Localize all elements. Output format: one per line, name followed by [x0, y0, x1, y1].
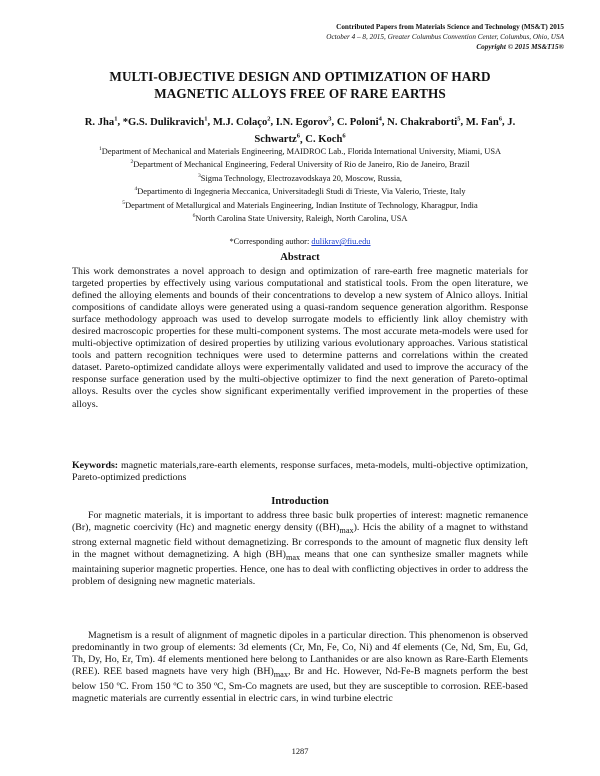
- author: *G.S. Dulikravich$^1$: [122, 115, 208, 128]
- corresponding-email-link[interactable]: dulikrav@fiu.edu: [311, 237, 371, 246]
- abstract-heading: Abstract: [280, 252, 320, 263]
- copyright-notice: Copyright © 2015 MS&T15®: [476, 43, 564, 51]
- abstract-body: This work demonstrates a novel approach to design and optimization of rare-earth free magnetic materials for targeted properties by effectively using various computational and statistical tools. From the open literature, we defined the alloying elements and bounds of their concentrations to develop a new system of Alnico alloys. Initial compositions of candidate alloys were generated using a quasi-random sequence generation algorithm. Response surface methodology approach was used to develop surrogate models to efficiently link alloy chemistry with desired macroscopic properties for these multi-component systems. The most accurate meta-models were used for multi-objective optimization of desired properties by utilizing various evolutionary approaches. Various statistical tools and pattern recognition techniques were used to determine patterns and correlations within the created dataset. Pareto-optimized candidate alloys were experimentally validated and used to improve the accuracy of the response surface generation used by the multi-objective optimizer to find the next generation of Pareto-optimal alloys. Results over the cycles show significant experimentally verified improvement in the properties of these alloys.: [72, 266, 528, 410]
- affiliation: $^3$Sigma Technology, Electrozavodskaya 20, Moscow, Russia,: [197, 172, 403, 183]
- page-number: 1287: [291, 747, 309, 756]
- author: I.N. Egorov$^3$: [275, 115, 332, 128]
- author: M.J. Colaço$^2$: [212, 115, 271, 128]
- corresponding-label: *Corresponding author:: [229, 237, 312, 246]
- conference-dates-venue: October 4 – 8, 2015, Greater Columbus Convention Center, Columbus, Ohio, USA: [326, 33, 564, 41]
- author: M. Fan$^6$: [465, 115, 502, 128]
- keywords-label: Keywords:: [72, 460, 119, 471]
- keywords: [72, 460, 528, 484]
- author-list: R. Jha$^1$, *G.S. Dulikravich$^1$, M.J. Colaço$^2$, I.N. Egorov$^3$, C. Poloni$^4$, N. Chakraborti$^5$, M. Fan$^6$, J. Schwartz$^6$, C. Koch$^6$: [84, 115, 516, 146]
- running-header: [326, 22, 564, 52]
- corresponding-author: [72, 237, 528, 246]
- introduction-heading: Introduction: [271, 496, 329, 507]
- affiliation: $^4$Departimento di Ingegneria Meccanica, Universitadegli Studi di Trieste, Via Valerio, Trieste, Italy: [134, 186, 466, 196]
- author: C. Koch$^6$: [305, 132, 346, 146]
- paper-title: MULTI-OBJECTIVE DESIGN AND OPTIMIZATION OF HARD MAGNETIC ALLOYS FREE OF RARE EARTHS: [109, 69, 491, 101]
- affiliation: $^5$Department of Metallurgical and Materials Engineering, Indian Institute of Technology, Kharagpur, India: [122, 199, 478, 210]
- conference-name: Contributed Papers from Materials Science and Technology (MS&T) 2015: [336, 23, 564, 31]
- author: J. Schwartz$^6$: [254, 116, 516, 146]
- introduction-paragraph-2: Magnetism is a result of alignment of magnetic dipoles in a particular direction. This phenomenon is observed predominantly in two group of elements: 3d elements (Cr, Mn, Fe, Co, Ni) and 4f elements (Ce, Nd, Sm, Eu, Gd, Th, Dy, Ho, Er, Tm). 4f elements mentioned here belong to Lanthanides or are also known as Rare-Earth Elements (REE). REE based magnets have very high $(BH)_{max}$, Br and Hc. However, Nd-Fe-B magnets perform the best below 150 ºC. From 150 ºC to 350 ºC, Sm-Co magnets are used, but they are susceptible to corrosion. REE-based magnetic materials are currently essential in electric cars, in wind turbine electric: [72, 630, 528, 705]
- author: N. Chakraborti$^5$: [387, 115, 461, 128]
- affiliation: $^1$Department of Mechanical and Materials Engineering, MAIDROC Lab., Florida International University, Miami, USA: [98, 146, 502, 156]
- author: R. Jha$^1$: [84, 115, 118, 128]
- keywords-list: magnetic materials,rare-earth elements, response surfaces, meta-models, multi-objective optimization, Pareto-optimized predictions: [72, 460, 528, 484]
- introduction-paragraph-1: For magnetic materials, it is important to address three basic bulk properties of interest: magnetic remanence (Br), magnetic coercivity (Hc) and magnetic energy density $((BH)_{max})$. Hcis the ability of a magnet to withstand strong external magnetic field without demagnetizing. Br corresponds to the amount of magnetic flux density left in the magnet without demagnetizing. A high $(BH)_{max}$ means that one can synthesize smaller magnets while maintaining superior magnetic properties. Hence, one has to deal with conflicting objectives in order to address the problem of designing new magnetic materials.: [72, 510, 529, 588]
- affiliation-list: [72, 144, 528, 224]
- affiliation: $^6$North Carolina State University, Raleigh, North Carolina, USA: [192, 212, 408, 223]
- author: C. Poloni$^4$: [336, 115, 382, 128]
- affiliation: $^2$Department of Mechanical Engineering, Federal University of Rio de Janeiro, Rio de Janeiro, Brazil: [130, 159, 470, 170]
